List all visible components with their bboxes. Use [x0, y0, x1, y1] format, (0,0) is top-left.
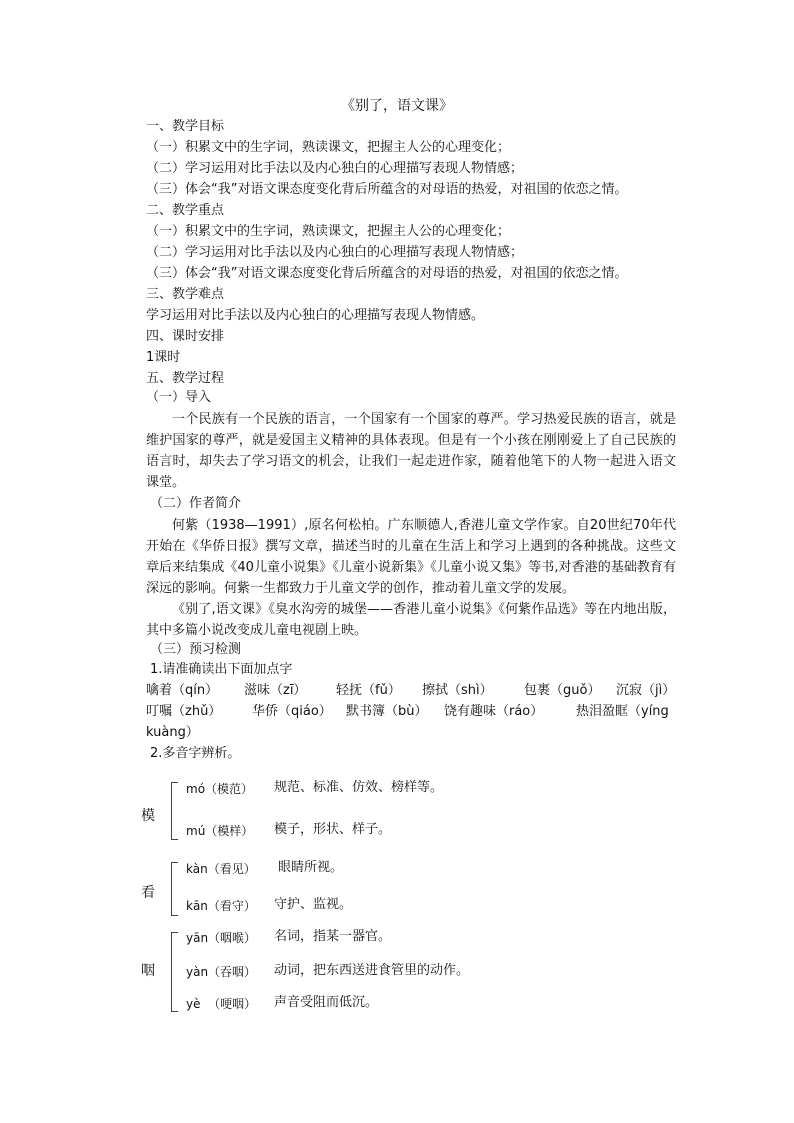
author-paragraph: 何紫（1938—1991）,原名何松柏。广东顺德人,香港儿童文学作家。自20世纪70年代开始在《华侨日报》撰写文章，描述当时的儿童在生活上和学习上遇到的各种挑战。这些文章后来结集成《40儿童小说集》《儿童小说新集》《儿童小说又集》等书,对香港的基础教育有深远的影响。何紫一生都致力于儿童文学的创作，推动着儿童文学的发展。 [146, 518, 676, 596]
subheading-author: （二）作者简介 [150, 496, 242, 511]
polyphone-char: 看 [141, 885, 155, 901]
word-row [146, 703, 706, 721]
reading-meaning: 模子，形状、样子。 [274, 822, 392, 837]
word-item: 擦拭（shì） [422, 683, 493, 698]
section-heading-schedule: 四、课时安排 [146, 329, 225, 344]
pinyin-reading: yān（咽喉） [186, 931, 257, 945]
works-paragraph: 《别了,语文课》《臭水沟旁的城堡——香港儿童小说集》《何紫作品选》等在内地出版，其中多篇小说改变成儿童电视剧上映。 [146, 602, 676, 638]
section-heading-difficulties: 三、教学难点 [146, 287, 225, 302]
word-item: 默书簿（bù） [346, 704, 428, 719]
goal-item: （三）体会“我”对语文课态度变化背后所蕴含的对母语的热爱，对祖国的依恋之情。 [146, 182, 628, 197]
pinyin-reading: yè （哽咽） [186, 997, 257, 1011]
difficulty-item: 学习运用对比手法以及内心独白的心理描写表现人物情感。 [146, 308, 485, 323]
document-title: 《别了，语文课》 [341, 98, 453, 114]
brace-bracket [171, 782, 178, 840]
key-point-item: （二）学习运用对比手法以及内心独白的心理描写表现人物情感； [146, 245, 524, 260]
reading-meaning: 眼睛所视。 [278, 860, 344, 875]
word-item: 沉寂（jì） [616, 683, 676, 698]
section-heading-process: 五、教学过程 [146, 371, 225, 386]
question-2: 2.多音字辨析。 [150, 746, 241, 761]
section-heading-key-points: 二、教学重点 [146, 203, 225, 218]
subheading-preview: （三）预习检测 [150, 642, 242, 657]
pinyin-reading: mó（模范） [186, 782, 254, 796]
word-item: 热泪盈眶（yíng [576, 704, 669, 719]
pinyin-reading: mú（模样） [186, 824, 254, 838]
polyphone-char: 咽 [141, 963, 155, 979]
question-1: 1.请准确读出下面加点字 [150, 662, 293, 677]
word-item: 叮嘱（zhǔ） [146, 704, 222, 719]
pinyin-reading: yàn（吞咽） [186, 965, 257, 979]
brace-bracket [171, 932, 178, 1012]
section-heading-goals: 一、教学目标 [146, 119, 225, 134]
word-continuation: kuàng） [146, 725, 199, 740]
word-item: 轻抚（fǔ） [336, 683, 401, 698]
word-item: 滋味（zī） [244, 683, 307, 698]
word-item: 包裹（guǒ） [524, 683, 601, 698]
key-point-item: （三）体会“我”对语文课态度变化背后所蕴含的对母语的热爱，对祖国的依恋之情。 [146, 266, 628, 281]
goal-item: （二）学习运用对比手法以及内心独白的心理描写表现人物情感； [146, 161, 524, 176]
polyphone-char: 模 [141, 808, 155, 824]
reading-meaning: 守护、监视。 [274, 897, 353, 912]
reading-meaning: 声音受阻而低沉。 [274, 995, 379, 1010]
subheading-intro: （一）导入 [146, 390, 212, 405]
goal-item: （一）积累文中的生字词，熟读课文，把握主人公的心理变化； [146, 140, 511, 155]
schedule-item: 1课时 [146, 350, 181, 365]
key-point-item: （一）积累文中的生字词，熟读课文，把握主人公的心理变化； [146, 224, 511, 239]
word-item: 噙着（qín） [146, 683, 219, 698]
intro-paragraph: 一个民族有一个民族的语言，一个国家有一个国家的尊严。学习热爱民族的语言，就是维护国家的尊严，就是爱国主义精神的具体表现。但是有一个小孩在刚刚爱上了自己民族的语言时，却失去了学习语文的机会，让我们一起走进作家，随着他笔下的人物一起进入语文课堂。 [146, 412, 676, 490]
reading-meaning: 动词，把东西送进食管里的动作。 [274, 963, 470, 978]
brace-bracket [171, 862, 178, 916]
word-item: 华侨（qiáo） [252, 704, 332, 719]
word-item: 饶有趣味（ráo） [444, 704, 544, 719]
reading-meaning: 名词，指某一器官。 [274, 929, 392, 944]
word-row [146, 682, 706, 700]
reading-meaning: 规范、标准、仿效、榜样等。 [274, 780, 444, 795]
pinyin-reading: kàn（看见） [186, 862, 256, 876]
pinyin-reading: kān（看守） [186, 899, 256, 913]
